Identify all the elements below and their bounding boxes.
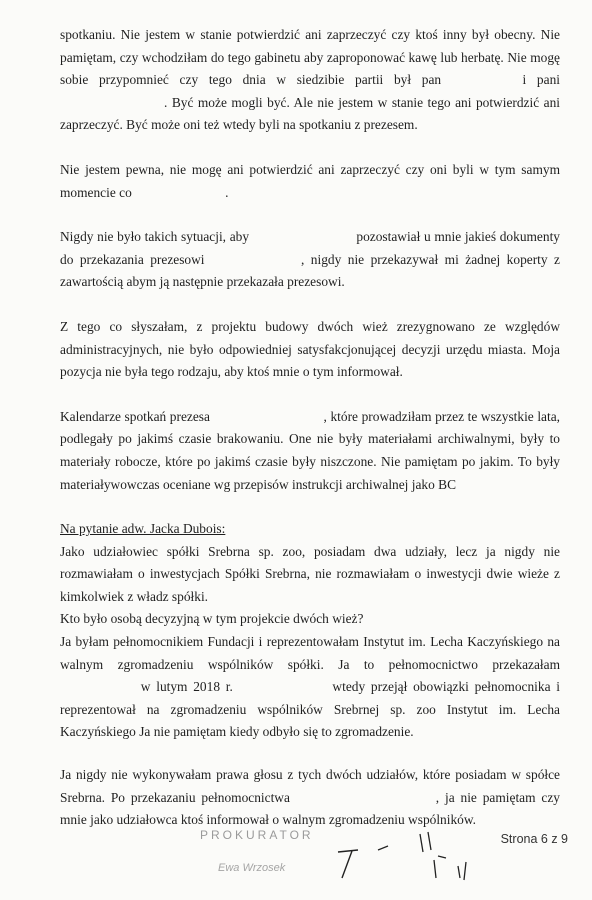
paragraph-1-text-a: spotkaniu. Nie jestem w stanie potwierdzić ani zaprzeczyć czy ktoś inny był obecny. Nie pamiętam, czy wchodziłam do tego gabinetu aby zaproponować kawę lub herbatę.: [60, 27, 560, 65]
paragraph-3-text-a: Nigdy nie było takich sytuacji, aby: [60, 229, 250, 245]
section-paragraph-3-text-a: Ja byłam pełnomocnikiem Fundacji i reprezentowałam Instytut im. Lecha Kaczyńskiego na walnym zgromadzeniu wspólników spółki. Ja to pełnomocnictwo przekazałam: [60, 634, 560, 672]
section-paragraph-3-text-b: w lutym 2018 r.: [140, 679, 233, 695]
paragraph-1-text-b: Nie mogę sobie przypomnieć czy tego dnia w siedzibie partii był pan: [60, 49, 560, 88]
paragraph-5-text-a: Kalendarze spotkań prezesa: [60, 408, 210, 424]
paragraph-3: [60, 226, 560, 294]
section-paragraph-1: Jako udziałowiec spółki Srebrna sp. zoo, posiadam dwa udziały, lecz ja nigdy nie rozmawiałam o inwestycjach Spółki Srebrna, nie rozmawiałam o inwestycji dwie wieże z kimkolwiek z władz spółki.: [60, 543, 560, 604]
paragraph-2-text-b: .: [225, 184, 229, 200]
prosecutor-stamp: PROKURATOR: [200, 828, 314, 842]
paragraph-4: Z tego co słyszałam, z projektu budowy dwóch wież zrezygnowano ze względów administracyjnych, nie było odpowiedniej satysfakcjonującej decyzji urzędu miasta. Moja pozycja nie była tego rodzaju, aby ktoś mnie o tym informował.: [60, 318, 560, 380]
section-paragraph-3: [60, 631, 560, 744]
paragraph-3-text-b: pozostawiał u mnie jakieś dokumenty do przekazania prezesowi: [60, 229, 560, 267]
section-question: Kto było osobą decyzyjną w tym projekcie dwóch wież?: [60, 611, 364, 627]
paragraph-5: [60, 406, 560, 496]
paragraph-1-text-d: . Być może mogli być. Ale nie jestem w stanie tego ani potwierdzić ani zaprzeczyć. Być może oni też wtedy byli na spotkaniu z prezesem.: [60, 94, 560, 133]
section-paragraph-4-text-b: , ja nie pamiętam czy mnie jako udziałowca ktoś informował o walnym zgromadzeniu wspólników.: [60, 789, 560, 828]
section-heading: Na pytanie adw. Jacka Dubois:: [60, 521, 226, 537]
paragraph-2: [60, 159, 560, 204]
section-paragraph-4-text-a: Ja nigdy nie wykonywałam prawa głosu z tych dwóch udziałów, które posiadam w spółce Srebrna. Po przekazaniu pełnomocnictwa: [60, 767, 560, 805]
paragraph-3-text-c: , nigdy nie przekazywał mi żadnej koperty z zawartością abym ją następnie przekazała prezesowi.: [60, 251, 560, 290]
paragraph-5-text-b: , które prowadziłam przez te wszystkie lata, podlegały po jakimś czasie brakowaniu. One nie były materiałami archiwalnymi, były to materiały robocze, które po jakimś czasie były niszczone. Nie pamiętam po jakim. To były materiaływowczas oceniane wg przepisów instrukcji archiwalnej jako BC: [60, 408, 560, 492]
paragraph-1-text-c: i pani: [522, 72, 560, 88]
paragraph-2-text-a: Nie jestem pewna, nie mogę ani potwierdzić ani zaprzeczyć czy oni byli w tym samym momencie co: [60, 161, 560, 200]
paragraph-1: [60, 24, 560, 137]
prosecutor-stamp-name: Ewa Wrzosek: [218, 862, 286, 874]
section-paragraph-3-text-c: wtedy przejął obowiązki pełnomocnika i reprezentował na zgromadzeniu wspólników Srebrnej sp. zoo Instytut im. Lecha Kaczyńskiego Ja nie pamiętam kiedy odbyło się to zgromadzenie.: [60, 679, 561, 740]
statement-text: [60, 24, 560, 832]
handwritten-signature: [320, 822, 490, 882]
page-number: Strona 6 z 9: [500, 832, 568, 846]
